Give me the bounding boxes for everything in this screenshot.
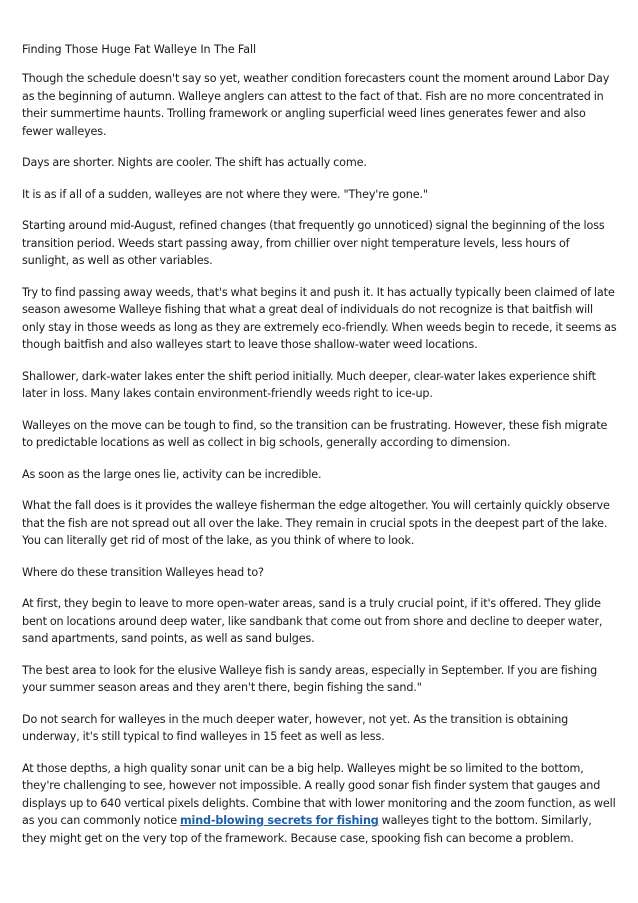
paragraph-text-before-link: At those depths, a high quality sonar unit can be a big help. Walleyes might be so limited to the bottom, they're challenging to see, however not impossible. A really good sonar fish finder system that gauges and displays up to 640 vertical pixels delights. Combine that with lower monitoring and the zoom function, as well as you can commonly notice	[22, 761, 616, 827]
paragraph: It is as if all of a sudden, walleyes are not where they were. "They're gone."	[22, 187, 428, 201]
paragraph: Try to find passing away weeds, that's what begins it and push it. It has actually typically been claimed of late season awesome Walleye fishing that what a great deal of individuals do not recognize is that baitfish will only stay in those weeds as long as they are extremely eco-friendly. When weeds begin to recede, it seems as though baitfish and also walleyes start to leave those shallow-water weed locations.	[22, 285, 617, 351]
paragraph: At first, they begin to leave to more open-water areas, sand is a truly crucial point, if it's offered. They glide bent on locations around deep water, like sandbank that come out from shore and decline to deeper water, sand apartments, sand points, as well as sand bulges.	[22, 597, 603, 645]
paragraph: Though the schedule doesn't say so yet, weather condition forecasters count the moment around Labor Day as the beginning of autumn. Walleye anglers can attest to the fact of that. Fish are no more concentrated in their summertime haunts. Trolling framework or angling superficial weed lines generates fewer and also fewer walleyes.	[22, 72, 610, 138]
paragraph: Starting around mid-August, refined changes (that frequently go unnoticed) signal the beginning of the loss transition period. Weeds start passing away, from chillier over night temperature levels, less hours of sunlight, as well as other variables.	[22, 219, 605, 267]
paragraph: Walleyes on the move can be tough to find, so the transition can be frustrating. However, these fish migrate to predictable locations as well as collect in big schools, generally according to dimension.	[22, 418, 608, 449]
fishing-secrets-link[interactable]: mind-blowing secrets for fishing	[180, 814, 379, 827]
document-page	[22, 41, 618, 861]
paragraph: Do not search for walleyes in the much deeper water, however, not yet. As the transition is obtaining underway, it's still typical to find walleyes in 15 feet as well as less.	[22, 712, 569, 743]
paragraph-text-after-link: walleyes tight to the bottom. Similarly, they might get on the very top of the framework. Because case, spooking fish can become a problem.	[22, 814, 592, 845]
paragraph: Shallower, dark-water lakes enter the shift period initially. Much deeper, clear-water lakes experience shift later in loss. Many lakes contain environment-friendly weeds right to ice-up.	[22, 369, 596, 400]
document-title: Finding Those Huge Fat Walleye In The Fall	[22, 43, 257, 56]
paragraph: As soon as the large ones lie, activity can be incredible.	[22, 467, 322, 481]
paragraph: Days are shorter. Nights are cooler. The shift has actually come.	[22, 156, 367, 169]
paragraph: Where do these transition Walleyes head to?	[22, 565, 264, 579]
paragraph: The best area to look for the elusive Walleye fish is sandy areas, especially in September. If you are fishing your summer season areas and they aren't there, begin fishing the sand."	[22, 663, 598, 694]
paragraph-with-link	[22, 760, 618, 848]
paragraph: What the fall does is it provides the walleye fisherman the edge altogether. You will certainly quickly observe that the fish are not spread out all over the lake. They remain in crucial spots in the deepest part of the lake. You can literally get rid of most of the lake, as you think of where to look.	[22, 499, 610, 547]
